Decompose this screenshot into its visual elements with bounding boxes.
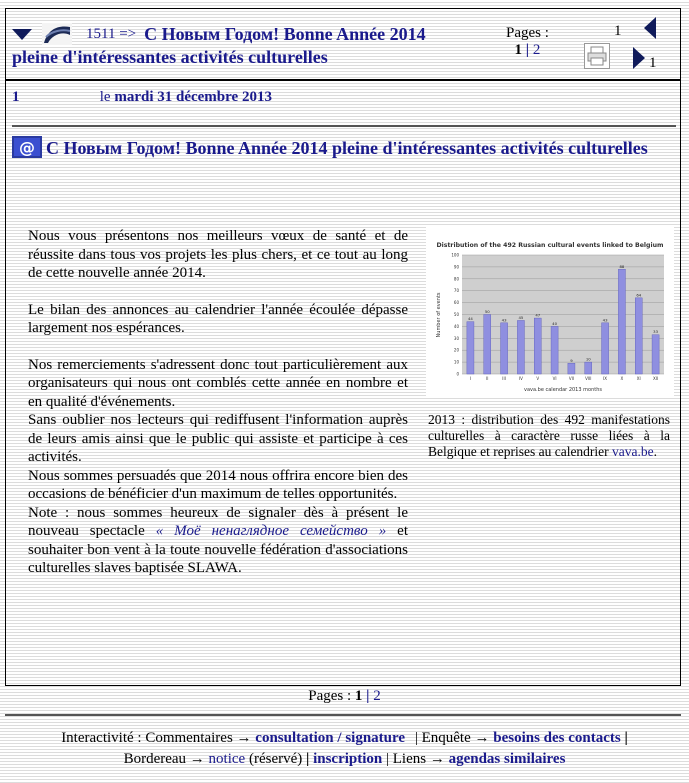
data-label: 43 (602, 317, 608, 323)
bar-VI (551, 326, 558, 374)
next-page-number: 1 (649, 55, 657, 71)
article-counter: 1511 => (86, 25, 137, 42)
paragraph-4: Sans oublier nos lecteurs qui rediffusent l'information auprès de leurs amis ainsi que le public qui assiste et participe à ces activités. (28, 412, 408, 465)
y-tick-label: 100 (451, 252, 459, 258)
header-title-row (12, 23, 426, 45)
bar-XI (635, 298, 642, 374)
chart-title: Distribution of the 492 Russian cultural events linked to Belgium (436, 242, 664, 249)
x-tick-label: XI (636, 376, 641, 381)
entry-date: mardi 31 décembre 2013 (114, 89, 272, 105)
bar-IX (602, 323, 609, 374)
page-separator-bottom: | (366, 688, 370, 704)
besoins-link[interactable]: besoins des contacts (493, 730, 621, 746)
data-label: 47 (535, 312, 541, 318)
x-tick-label: IV (518, 376, 523, 381)
article-title-text: С Новым Годом! Bonne Année 2014 pleine d'intéressantes activités culturelles (46, 138, 648, 158)
y-tick-label: 40 (453, 323, 459, 329)
footer (0, 728, 689, 770)
data-label: 88 (619, 263, 625, 269)
next-arrow-icon[interactable] (633, 47, 645, 69)
article-body (28, 227, 408, 578)
dateline (12, 89, 672, 106)
signature-link[interactable]: signature (345, 730, 406, 746)
x-tick-label: I (469, 376, 472, 381)
y-tick-label: 60 (453, 300, 459, 306)
data-label: 10 (585, 356, 591, 362)
bar-XII (652, 335, 659, 374)
chart-x-label: vava.be calendar 2013 months (524, 387, 602, 393)
notice-link[interactable]: notice (208, 751, 246, 767)
page-2-link[interactable]: 2 (532, 42, 541, 58)
paragraph-6-end: et souhaiter bon vent à la toute nouvelle fédération d'associations culturelles slaves baptisée SLAWA. (28, 523, 408, 576)
header-title-line1: С Новым Годом! Bonne Année 2014 (144, 23, 426, 44)
paragraph-5: Nous sommes persuadés que 2014 nous offrira encore bien des occasions de bénéficier d'un maximum de telles opportunités. (28, 467, 408, 502)
footer-line-1 (0, 728, 689, 749)
bar-II (484, 315, 491, 375)
footer-divider (5, 714, 681, 716)
pages-indicator-top (506, 25, 549, 59)
date-prefix: le (99, 89, 111, 105)
print-icon[interactable] (584, 43, 610, 69)
bar-III (501, 323, 508, 374)
x-tick-label: VI (552, 376, 557, 381)
footer-line-2 (0, 749, 689, 770)
y-tick-label: 10 (453, 359, 459, 365)
email-at-icon[interactable] (12, 136, 42, 158)
y-tick-label: 50 (453, 312, 459, 317)
x-tick-label: V (536, 376, 540, 381)
pages-label: Pages : (506, 25, 549, 41)
bar-V (534, 318, 541, 374)
footer-bar-3: | (306, 751, 310, 767)
data-label: 33 (653, 329, 659, 335)
entry-number: 1 (12, 89, 20, 105)
y-tick-label: 70 (453, 288, 459, 294)
prev-arrow-icon[interactable] (644, 17, 656, 39)
bordereau-label: Bordereau → (123, 751, 205, 767)
x-tick-label: VII (568, 376, 574, 381)
x-tick-label: X (620, 376, 624, 381)
header (6, 9, 680, 79)
x-tick-label: III (502, 376, 506, 381)
vava-link[interactable]: vava.be (612, 444, 654, 459)
paragraph-3: Nos remerciements s'adressent donc tout particulièrement aux organisateurs qui nous ont comblés cette année en nombre et en qualité d'événements. (28, 356, 408, 410)
header-title-line2: pleine d'intéressantes activités culturelles (12, 47, 328, 67)
pages-indicator-bottom (0, 688, 689, 705)
consultation-link[interactable]: consultation (255, 730, 334, 746)
content-frame (5, 8, 681, 686)
data-label: 9 (570, 357, 573, 363)
caption-end: . (653, 444, 658, 459)
menu-toggle-icon[interactable] (12, 29, 32, 40)
page-current-bottom: 1 (354, 688, 363, 704)
page-2-link-bottom[interactable]: 2 (373, 688, 381, 704)
x-tick-label: VIII (585, 376, 592, 381)
data-label: 50 (484, 309, 490, 314)
x-tick-label: XII (653, 376, 659, 381)
y-tick-label: 90 (453, 264, 459, 270)
data-label: 40 (552, 320, 558, 326)
y-tick-label: 80 (453, 276, 459, 282)
x-tick-label: IX (603, 376, 608, 381)
y-tick-label: 30 (453, 335, 459, 341)
site-logo-icon[interactable] (42, 23, 72, 45)
enquete-label: Enquête → (421, 730, 490, 746)
events-bar-chart (426, 227, 674, 397)
bar-VII (568, 363, 575, 374)
page-current: 1 (514, 42, 523, 58)
svg-text:@: @ (19, 138, 35, 157)
footer-bar-1: | (414, 730, 418, 746)
data-label: 64 (636, 292, 642, 298)
header-divider (6, 79, 680, 81)
inscription-link[interactable]: inscription (313, 751, 383, 767)
data-label: 44 (467, 316, 473, 322)
paragraph-2: Le bilan des annonces au calendrier l'année écoulée dépasse largement nos espérances. (28, 301, 408, 336)
bar-I (467, 322, 474, 374)
interactivite-label: Interactivité : Commentaires → (61, 730, 252, 746)
prev-page-number: 1 (614, 23, 622, 39)
spectacle-link[interactable]: « Моё ненаглядное семейство » (155, 523, 387, 539)
bar-VIII (585, 362, 592, 374)
data-label: 45 (518, 314, 524, 320)
chart-figure (426, 227, 674, 397)
page-separator: | (525, 42, 530, 58)
article-title (12, 136, 662, 158)
y-tick-label: 20 (453, 347, 459, 353)
agendas-link[interactable]: agendas similaires (448, 751, 566, 767)
caption-text: 2013 : distribution des 492 manifestations culturelles à caractère russe liées à la Belgique et reprises au calendrier (428, 412, 670, 459)
footer-bar-2: | (624, 730, 628, 746)
paragraph-1: Nous vous présentons nos meilleurs vœux de santé et de réussite dans tous vos projets les plus chers, et ce tout au long de cette nouvelle année 2014. (28, 228, 408, 281)
y-tick-label: 0 (456, 371, 459, 377)
data-label: 43 (501, 317, 507, 323)
date-divider (12, 125, 676, 127)
paragraph-6-start: Note : nous sommes heureux de signaler dès à présent le nouveau spectacle (28, 504, 408, 539)
liens-label: Liens → (392, 751, 445, 767)
chart-y-label: Number of events (436, 292, 442, 338)
bar-IV (517, 320, 524, 374)
x-tick-label: II (486, 376, 489, 381)
figure-caption (428, 412, 670, 460)
footer-bar-4: | (386, 751, 390, 767)
bar-X (618, 269, 625, 374)
pages-label-bottom: Pages : (308, 688, 352, 704)
slash-sep: / (337, 730, 342, 746)
reserve-label: (réservé) (248, 751, 303, 767)
paragraph-6 (28, 504, 408, 578)
